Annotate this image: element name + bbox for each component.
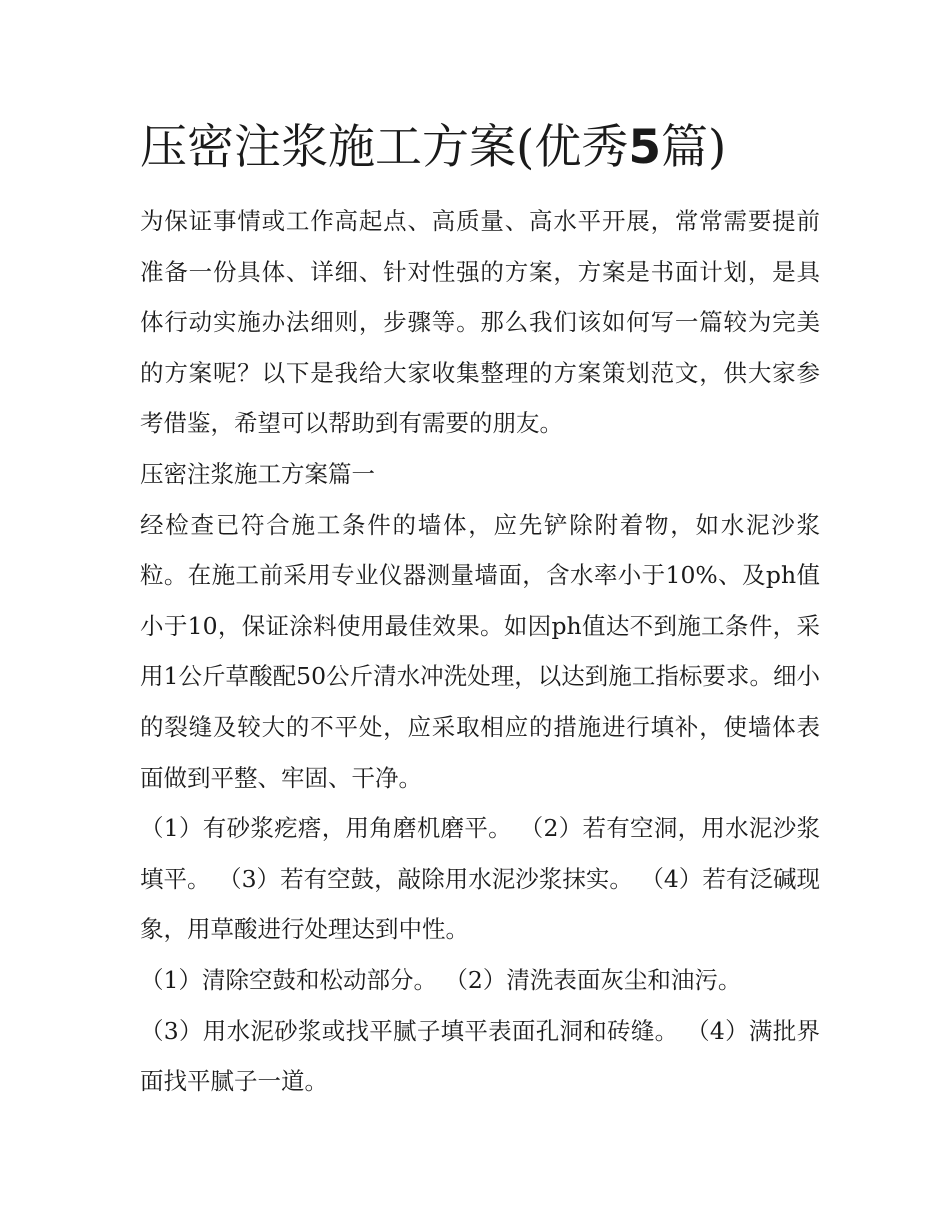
section-heading: 压密注浆施工方案篇一: [140, 459, 375, 488]
document-title: [140, 112, 820, 184]
intro-paragraph: 为保证事情或工作高起点、高质量、高水平开展，常常需要提前准备一份具体、详细、针对性强的方案，方案是书面计划，是具体行动实施办法细则，步骤等。那么我们该如何写一篇较为完美的方案呢？以下是我给大家收集整理的方案策划范文，供大家参考借鉴，希望可以帮助到有需要的朋友。: [140, 207, 820, 438]
steps-paragraph: （3）用水泥砂浆或找平腻子填平表面孔洞和砖缝。 （4）满批界面找平腻子一道。: [140, 1016, 820, 1096]
title-number: 5: [628, 120, 662, 175]
steps-paragraph: （1）有砂浆疙瘩，用角磨机磨平。 （2）若有空洞，用水泥沙浆填平。 （3）若有空鼓，敲除用水泥沙浆抹实。 （4）若有泛碱现象，用草酸进行处理达到中性。: [140, 814, 820, 944]
document-page: [140, 112, 820, 1107]
body-paragraph: 经检查已符合施工条件的墙体，应先铲除附着物，如水泥沙浆粒。在施工前采用专业仪器测量墙面，含水率小于10%、及ph值小于10，保证涂料使用最佳效果。如因ph值达不到施工条件，采用1公斤草酸配50公斤清水冲洗处理，以达到施工指标要求。细小的裂缝及较大的不平处，应采取相应的措施进行填补，使墙体表面做到平整、牢固、干净。: [140, 510, 820, 792]
title-end: 篇): [661, 120, 727, 175]
steps-paragraph: （1）清除空鼓和松动部分。 （2）清洗表面灰尘和油污。: [140, 965, 742, 994]
title-main: 压密注浆施工方案(优秀: [140, 120, 629, 175]
